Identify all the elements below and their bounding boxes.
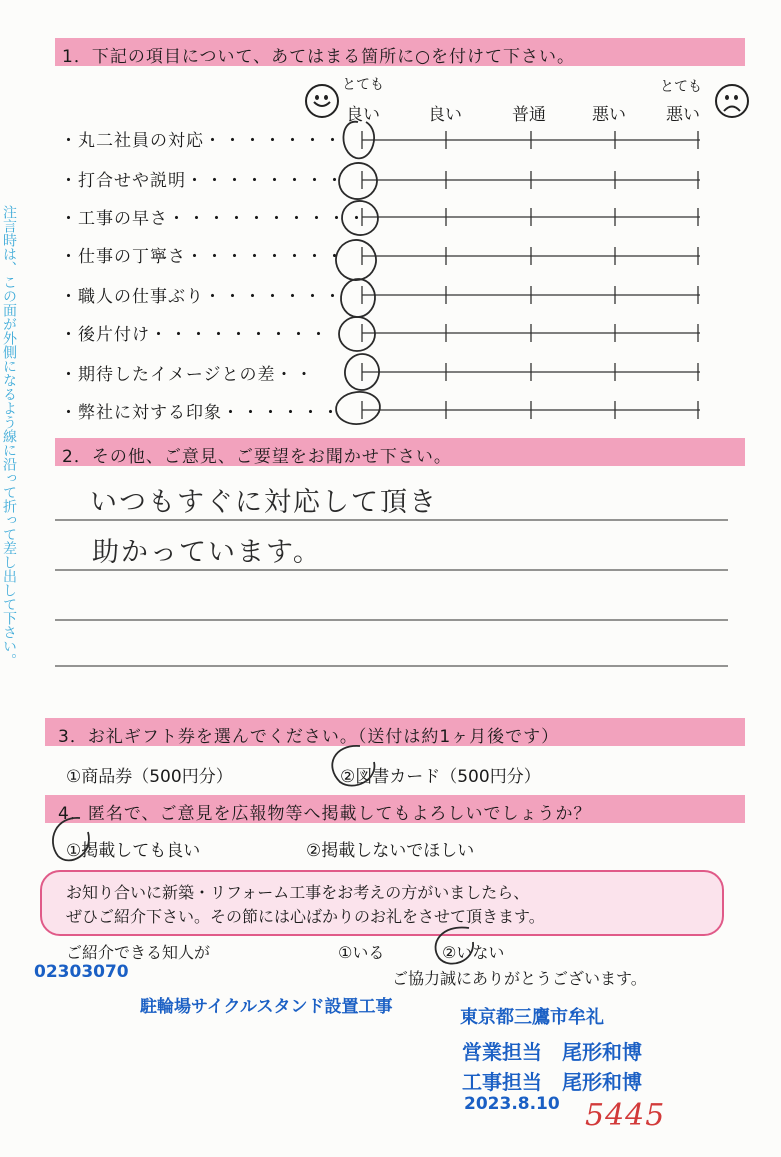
column-very-good-top: とても bbox=[342, 77, 384, 93]
referral-option-1[interactable]: ①いる bbox=[338, 943, 385, 962]
construction-rep: 工事担当 尾形和博 bbox=[462, 1070, 642, 1094]
address: 東京都三鷹市牟礼 bbox=[460, 1007, 604, 1028]
rating-row-label: ・弊社に対する印象・・・・・・ bbox=[60, 403, 342, 423]
column-good: 良い bbox=[428, 105, 462, 125]
publish-option-2[interactable]: ②掲載しないでほしい bbox=[306, 841, 475, 861]
rating-row-label: ・仕事の丁寧さ・・・・・・・・ bbox=[60, 247, 346, 267]
referral-text-1: お知り合いに新築・リフォーム工事をお考えの方がいましたら、 bbox=[66, 883, 530, 902]
rating-row-label: ・丸二社員の対応・・・・・・・ bbox=[60, 131, 344, 151]
referral-question: ご紹介できる知人が bbox=[66, 943, 211, 962]
handwritten-number: 5445 bbox=[585, 1098, 666, 1133]
selection-circle-referral bbox=[425, 922, 485, 970]
rating-row-label: ・工事の早さ・・・・・・・・・・ bbox=[60, 209, 368, 229]
rating-row-label: ・打合せや説明・・・・・・・・ bbox=[60, 171, 346, 191]
rating-row-label: ・期待したイメージとの差・・ bbox=[60, 365, 316, 385]
thanks-text: ご協力誠にありがとうございます。 bbox=[392, 969, 647, 988]
rating-row-label: ・職人の仕事ぶり・・・・・・・ bbox=[60, 287, 344, 307]
column-average: 普通 bbox=[512, 105, 546, 125]
selection-circle-gift bbox=[320, 742, 390, 792]
gift-option-1[interactable]: ①商品券（500円分） bbox=[66, 767, 233, 787]
column-very-bad: 悪い bbox=[666, 105, 700, 125]
section1-title: 1．下記の項目について、あてはまる箇所に○を付けて下さい。 bbox=[62, 47, 575, 67]
date: 2023.8.10 bbox=[464, 1094, 560, 1114]
column-very-bad-top: とても bbox=[660, 79, 702, 95]
rating-scales bbox=[0, 0, 781, 440]
referral-option-2[interactable]: ②いない bbox=[442, 943, 505, 962]
column-very-good: 良い bbox=[346, 105, 380, 125]
publish-option-1[interactable]: ①掲載しても良い bbox=[66, 841, 201, 861]
folding-instruction: 注言時は、この面が外側になるよう線に沿って折って差し出して下さい。 bbox=[1, 205, 17, 667]
section3-title: 3．お礼ギフト券を選んでください。（送付は約1ヶ月後です） bbox=[58, 727, 560, 747]
section2-title: 2．その他、ご意見、ご要望をお聞かせ下さい。 bbox=[62, 447, 452, 467]
customer-code: 02303070 bbox=[34, 962, 129, 982]
rating-row-label: ・後片付け・・・・・・・・・ bbox=[60, 325, 330, 345]
project-name: 駐輪場サイクルスタンド設置工事 bbox=[140, 997, 393, 1017]
comment-line-2: 助かっています。 bbox=[92, 537, 322, 568]
selection-circle-publish bbox=[44, 810, 104, 870]
gift-option-2[interactable]: ②図書カード（500円分） bbox=[340, 767, 541, 787]
comment-line-1: いつもすぐに対応して頂き bbox=[90, 487, 438, 518]
referral-box bbox=[40, 870, 724, 936]
sales-rep: 営業担当 尾形和博 bbox=[462, 1040, 642, 1064]
referral-text-2: ぜひご紹介下さい。その節には心ばかりのお礼をさせて頂きます。 bbox=[66, 907, 545, 926]
column-bad: 悪い bbox=[592, 105, 626, 125]
section4-title: 4．匿名で、ご意見を広報物等へ掲載してもよろしいでしょうか？ bbox=[58, 804, 592, 824]
